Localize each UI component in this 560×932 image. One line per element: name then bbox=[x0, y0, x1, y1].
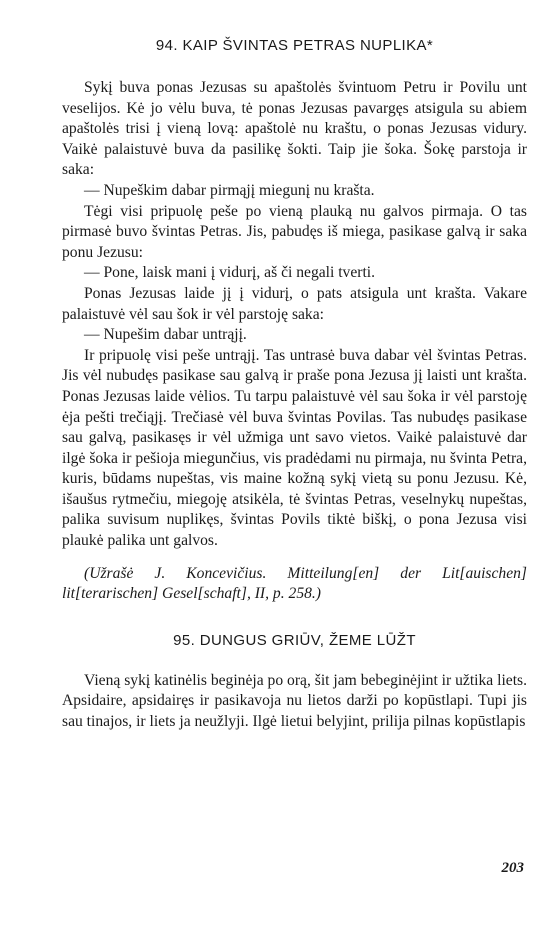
story-94-dialog-line: — Pone, laisk mani į vidurį, aš či negali tverti. bbox=[84, 264, 376, 282]
page-body bbox=[62, 36, 527, 733]
story-94-paragraph: Ir pripuolę visi peše untrąjį. Tas untrasė buva dabar vėl švintas Petras. Jis vėl nubudęs pasikase sau galvą ir praše pona Jezusa jį laisti unt krašta. Ponas Jezusas laide vėlios. Tu tarpu palaistuvė vėl sau šoka ir vėl parstoję ėja pešti trečiąjį. Trečiasė vėl buva švintas Povilas. Tas nubudęs pasikase sau galvą, pasikasęs ir vėl užmiga unt savo vietos. Vaikė palaistuvė dar ilgė šoka ir pešioja miegunčius, vis pradėdami nu pirmaja, nu švinta Petra, kuris, būdams nupeštas, vis maine kožną sykį vietą su ponu Jezusu. Kė, išaušus rytmečiu, miegoję atsikėla, tė švintas Petras, veselnykų nupeštas, palika suvisum nuplikęs, švintas Povils tiktė biškį, o pona Jezusa visi plaukė palika unt galvos. bbox=[62, 346, 527, 550]
story-94-paragraph: Tėgi visi pripuolę peše po vieną plauką nu galvos pirmaja. O tas pirmasė buvo švintas Petras. Jis, pabudęs iš miega, pasikase galvą ir saka ponu Jezusu: bbox=[62, 202, 527, 261]
story-94-dialog-line: — Nupeškim dabar pirmąjį miegunį nu krašta. bbox=[84, 181, 375, 199]
story-95-title: 95. DUNGUS GRIŪV, ŽEME LŪŽT bbox=[173, 631, 416, 649]
story-95-paragraph: Vieną sykį katinėlis beginėja po orą, šit jam bebeginėjint ir užtika liets. Apsidaire, apsidairęs ir pasikavoja nu lietos darži po kopūstlapi. Tupi jis sau tinajos, ir liets ja neužlyji. Ilgė lietui belyjint, prilija pilnas kopūstlapis bbox=[62, 671, 527, 731]
story-94-paragraph: Sykį buva ponas Jezusas su apaštolės švintuom Petru ir Povilu unt veselijos. Kė jo vėlu buva, tė ponas Jezusas pavargęs atsigula su abiem apaštolės trisi į vieną lovą: apaštolė nu kraštu, o ponas Jezusas vidury. Vaikė palaistuvė buva da pasilikę šokti. Taip jie šoka. Šokę parstoja ir saka: bbox=[62, 79, 527, 179]
story-94-title: 94. KAIP ŠVINTAS PETRAS NUPLIKA* bbox=[155, 37, 434, 54]
page-number: 203 bbox=[501, 860, 524, 876]
story-94-paragraph: Ponas Jezusas laide jį į vidurį, o pats atsigula unt krašta. Vakare palaistuvė vėl sau šok ir vėl parstoję saka: bbox=[62, 284, 527, 323]
story-94-source-note: (Užrašė J. Koncevičius. Mitteilung[en] der Lit[auischen] lit[terarischen] Gesel[schaft], II, p. 258.) bbox=[62, 564, 527, 603]
story-94-dialog-line: — Nupešim dabar untrąjį. bbox=[84, 326, 247, 344]
